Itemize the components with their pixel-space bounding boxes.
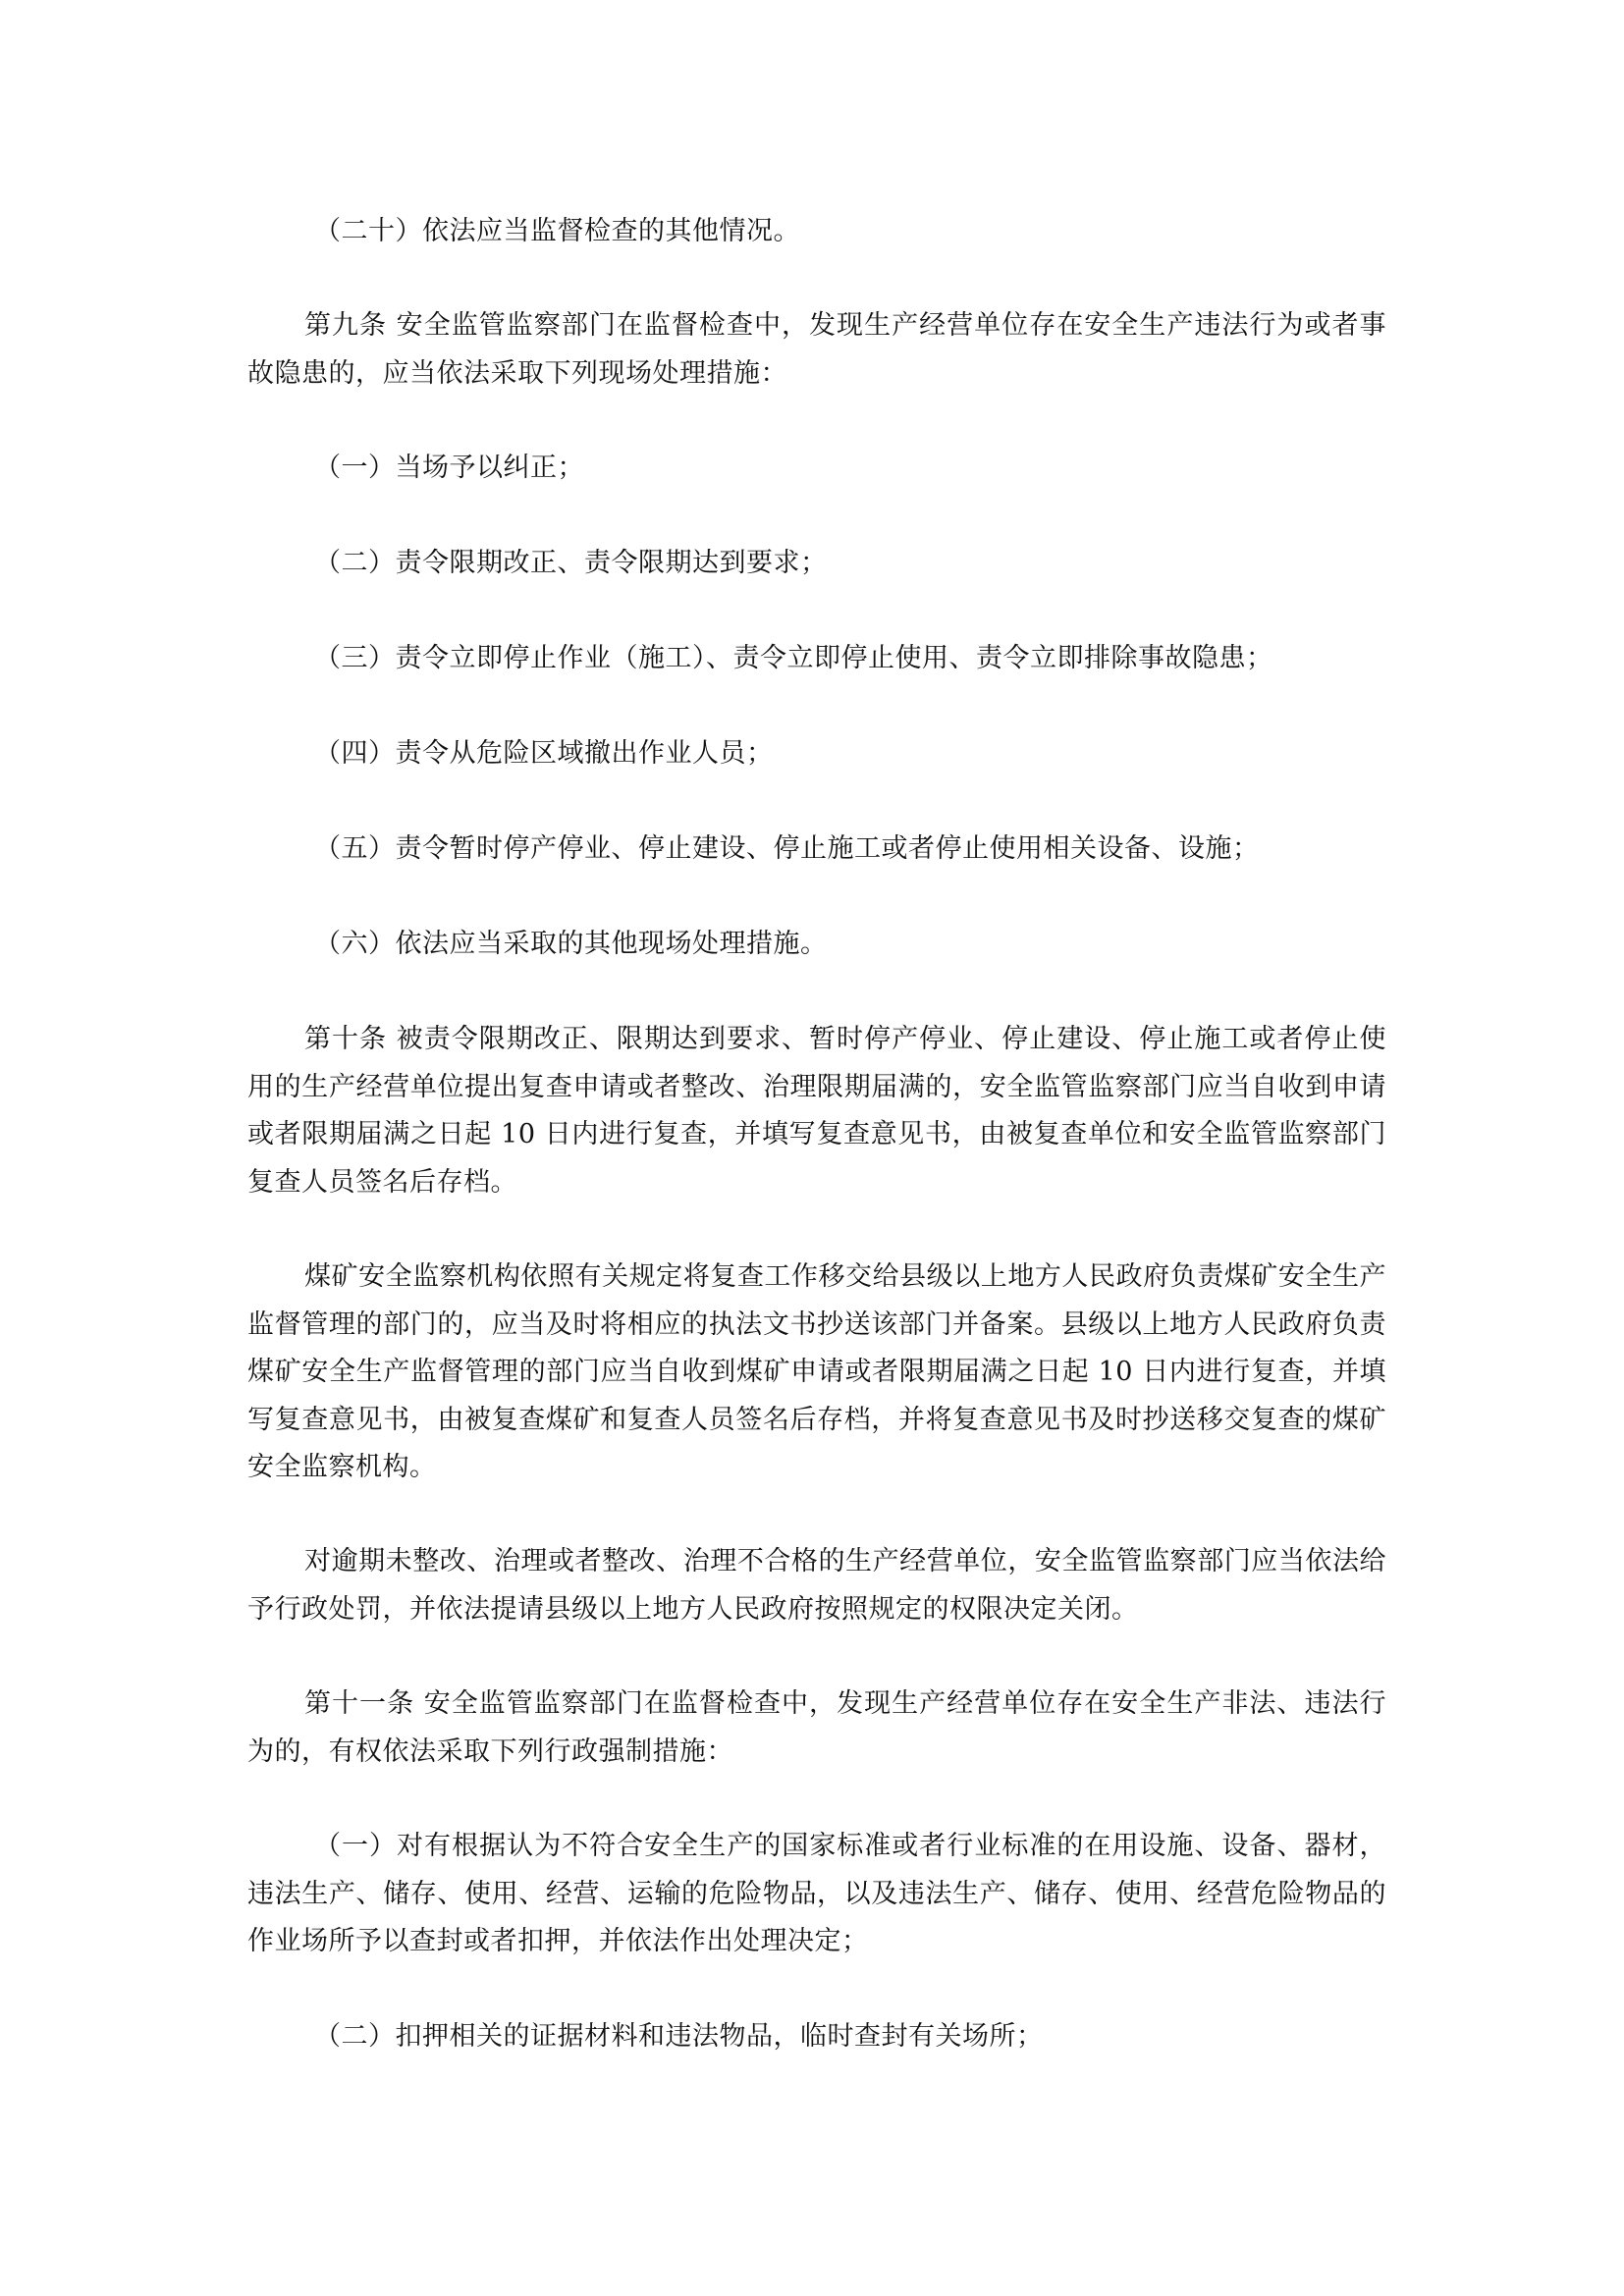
paragraph-text: （二）责令限期改正、责令限期达到要求； xyxy=(314,548,828,578)
paragraph-text: （二）扣押相关的证据材料和违法物品，临时查封有关场所； xyxy=(314,2021,1044,2052)
paragraph-text: 第十条 被责令限期改正、限期达到要求、暂时停产停业、停止建设、停止施工或者停止使用的生产经营单位提出复查申请或者整改、治理限期届满的，安全监管监察部门应当自收到申请或者限期届满之日起 10 日内进行复查，并填写复查意见书，由被复查单位和安全监管监察部门复查人员签名后存档。 xyxy=(247,1024,1386,1198)
paragraph-text: （一）当场予以纠正； xyxy=(314,453,584,483)
article-9-item-4 xyxy=(247,730,1386,778)
paragraph-text: 煤矿安全监察机构依照有关规定将复查工作移交给县级以上地方人民政府负责煤矿安全生产监督管理的部门的，应当及时将相应的执法文书抄送该部门并备案。县级以上地方人民政府负责煤矿安全生产监督管理的部门应当自收到煤矿申请或者限期届满之日起 10 日内进行复查，并填写复查意见书，由被复查煤矿和复查人员签名后存档，并将复查意见书及时抄送移交复查的煤矿安全监察机构。 xyxy=(247,1261,1386,1482)
article-9-item-6 xyxy=(247,921,1386,969)
article-9 xyxy=(247,302,1386,398)
article-9-item-5 xyxy=(247,826,1386,874)
article-11-item-1 xyxy=(247,1823,1386,1966)
article-10-overdue xyxy=(247,1538,1386,1633)
article-9-item-1 xyxy=(247,445,1386,493)
paragraph-text: （五）责令暂时停产停业、停止建设、停止施工或者停止使用相关设备、设施； xyxy=(314,833,1260,864)
article-9-item-2 xyxy=(247,540,1386,588)
article-11 xyxy=(247,1681,1386,1776)
paragraph-text: 第九条 安全监管监察部门在监督检查中，发现生产经营单位存在安全生产违法行为或者事故隐患的，应当依法采取下列现场处理措施： xyxy=(247,310,1386,389)
paragraph-text: 对逾期未整改、治理或者整改、治理不合格的生产经营单位，安全监管监察部门应当依法给予行政处罚，并依法提请县级以上地方人民政府按照规定的权限决定关闭。 xyxy=(247,1546,1386,1625)
paragraph-item-20 xyxy=(247,208,1386,256)
article-10 xyxy=(247,1016,1386,1206)
paragraph-text: 第十一条 安全监管监察部门在监督检查中，发现生产经营单位存在安全生产非法、违法行为的，有权依法采取下列行政强制措施： xyxy=(247,1688,1386,1767)
paragraph-text: （六）依法应当采取的其他现场处理措施。 xyxy=(314,929,828,959)
article-10-coal-mine xyxy=(247,1254,1386,1492)
paragraph-text: （四）责令从危险区域撤出作业人员； xyxy=(314,738,774,769)
paragraph-text: （三）责令立即停止作业（施工）、责令立即停止使用、责令立即排除事故隐患； xyxy=(314,643,1273,673)
paragraph-text: （二十）依法应当监督检查的其他情况。 xyxy=(314,216,800,246)
article-11-item-2 xyxy=(247,2013,1386,2061)
paragraph-text: （一）对有根据认为不符合安全生产的国家标准或者行业标准的在用设施、设备、器材，违法生产、储存、使用、经营、运输的危险物品，以及违法生产、储存、使用、经营危险物品的作业场所予以查封或者扣押，并依法作出处理决定； xyxy=(247,1831,1386,1956)
article-9-item-3 xyxy=(247,635,1386,683)
